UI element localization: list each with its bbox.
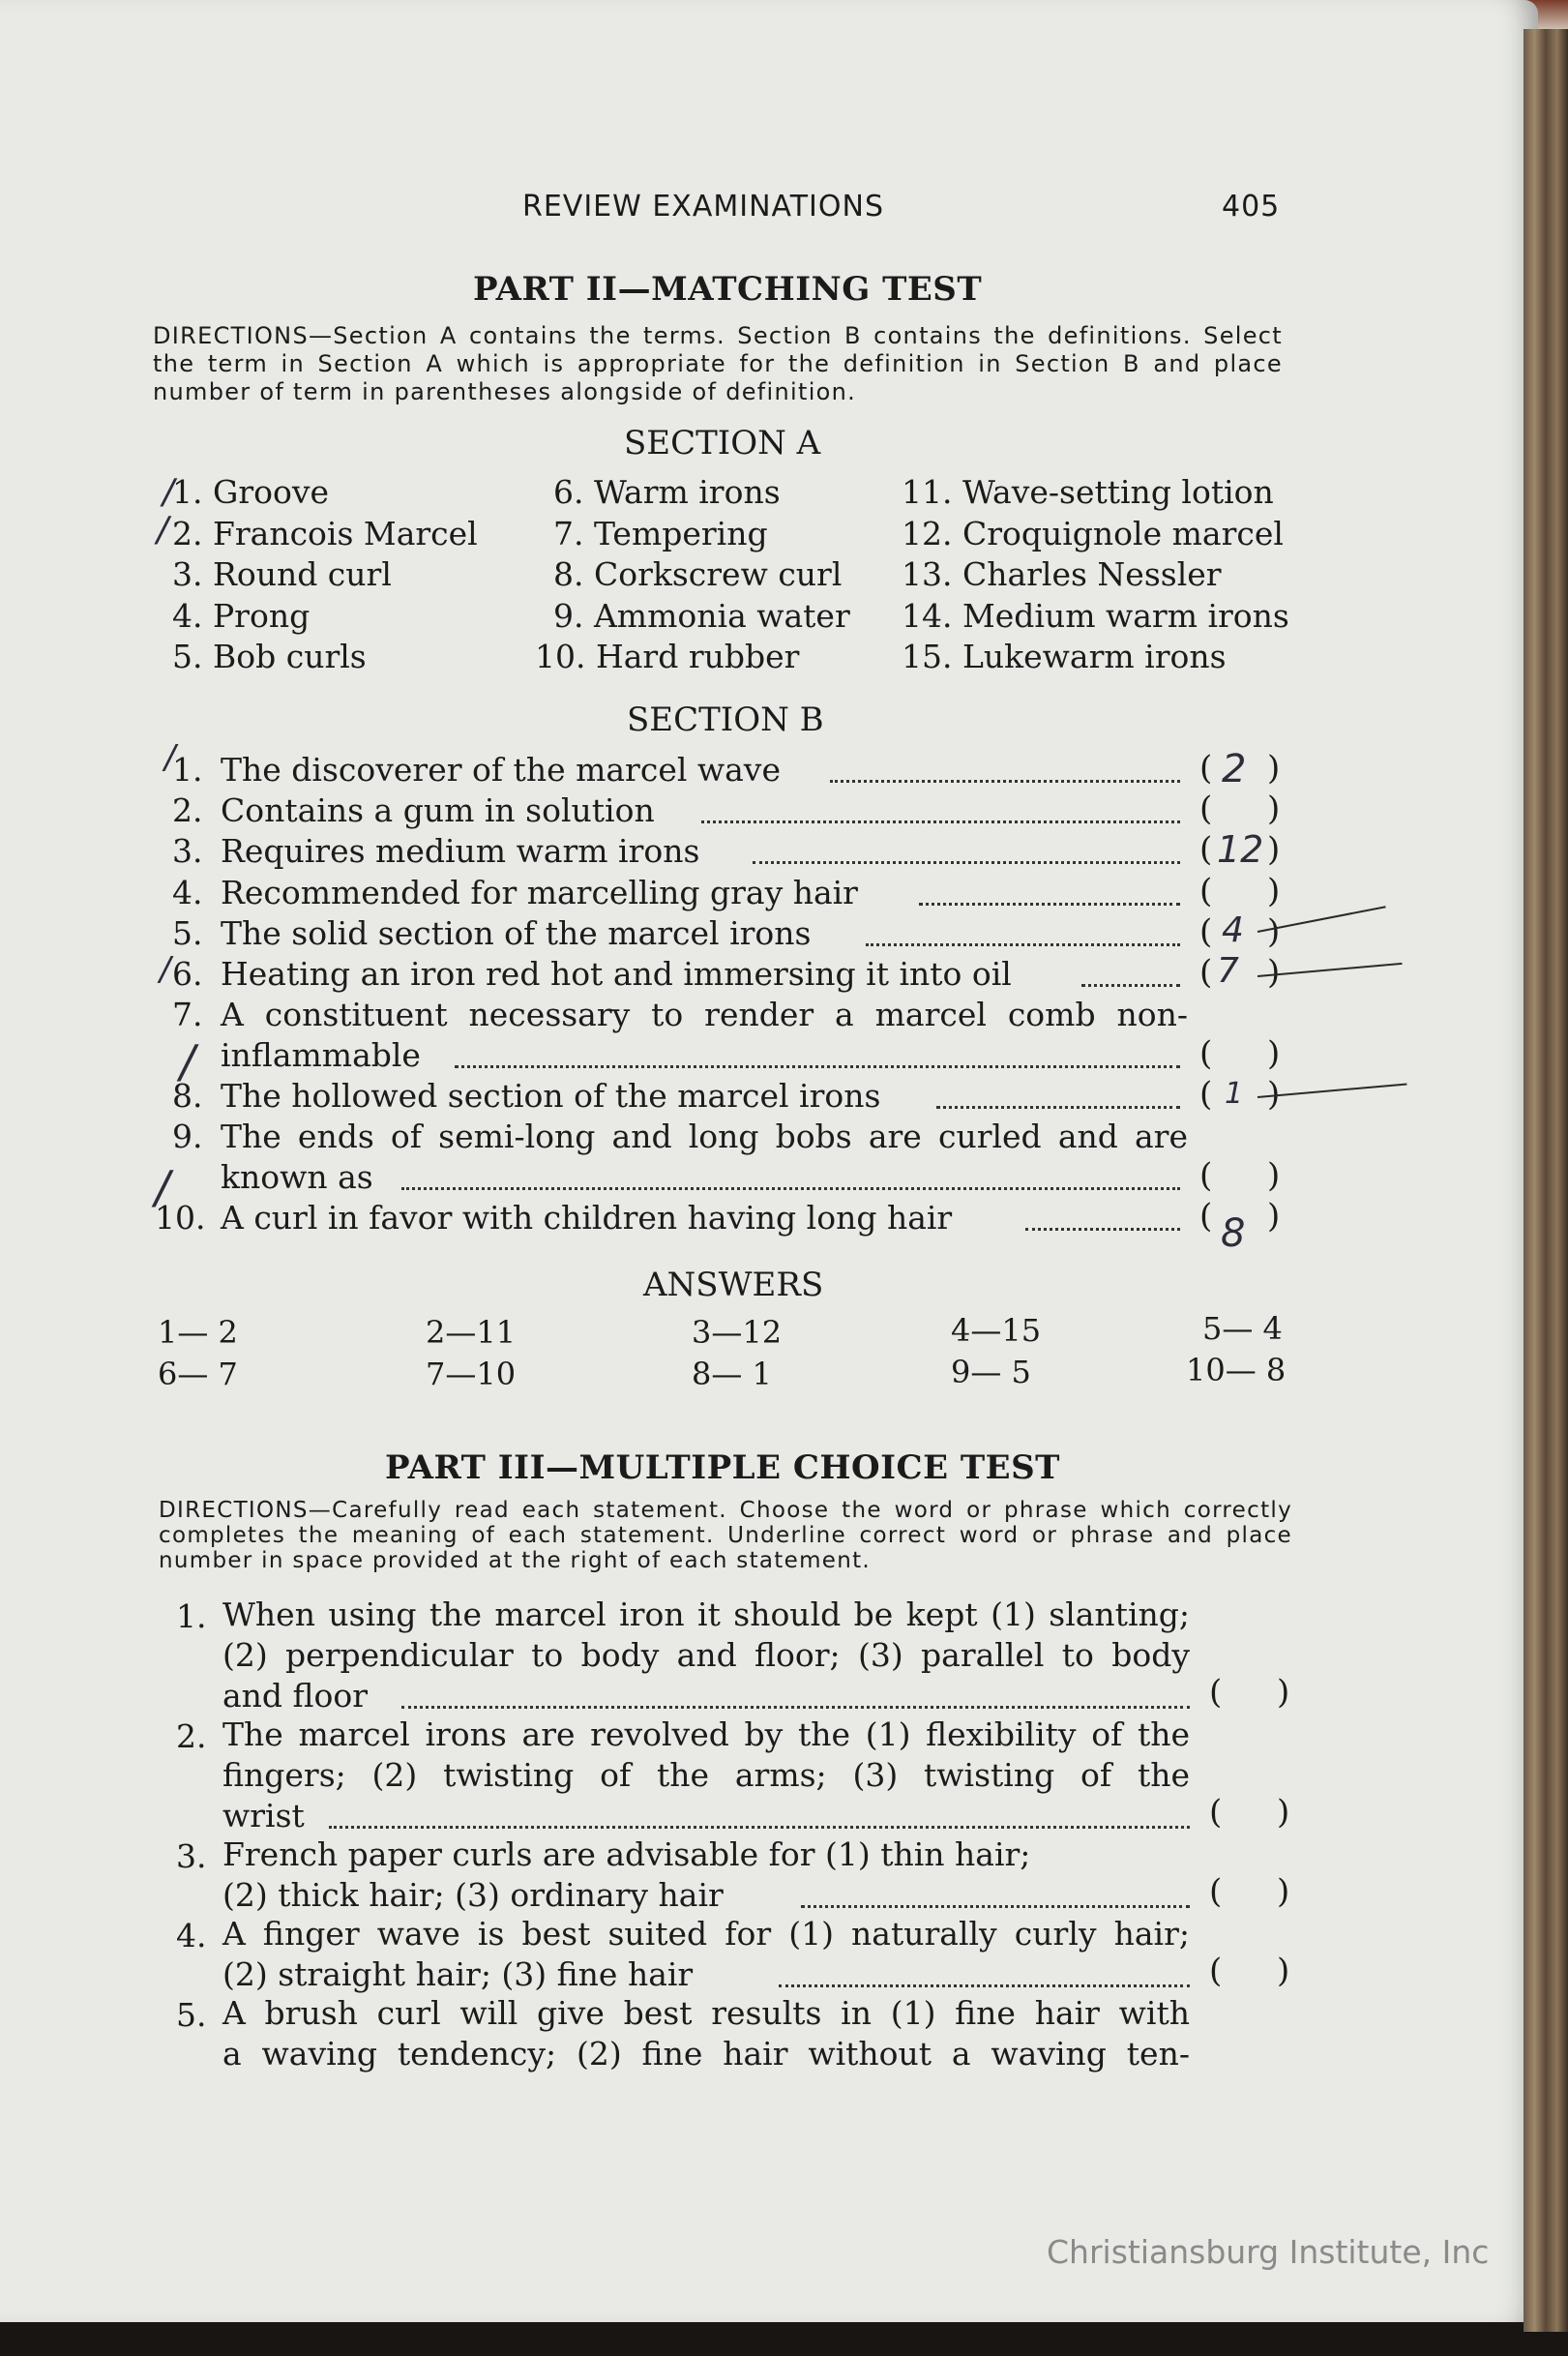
paren-open[interactable]: ( <box>1209 1793 1223 1832</box>
paren-open: ( <box>1199 912 1213 951</box>
term-2: 2. Francois Marcel <box>172 515 478 552</box>
question-number: 2. <box>176 1717 207 1755</box>
question-number: 1. <box>176 1597 207 1635</box>
question-line: (2) perpendicular to body and floor; (3) parallel to body <box>222 1636 1190 1674</box>
leader-dots <box>866 943 1180 946</box>
term-12: 12. Croquignole marcel <box>902 515 1284 552</box>
question-line: wrist <box>222 1797 305 1834</box>
definition-text: The discoverer of the marcel wave <box>221 751 781 789</box>
definition-text: The hollowed section of the marcel irons <box>221 1077 881 1115</box>
page-number: 405 <box>1222 190 1281 224</box>
paren-close: ) <box>1267 830 1281 869</box>
handwritten-answer: 4 <box>1222 910 1244 950</box>
paren-close: ) <box>1277 1952 1290 1990</box>
paren-open[interactable]: ( <box>1209 1673 1223 1712</box>
check-mark: / <box>160 950 171 989</box>
section-a-title: SECTION A <box>624 424 821 462</box>
definition-text: The ends of semi-long and long bobs are curled and are <box>221 1118 1188 1155</box>
check-mark: / <box>155 1161 170 1213</box>
term-8: 8. Corkscrew curl <box>553 555 843 593</box>
paren-close: ) <box>1267 953 1281 992</box>
paren-close: ) <box>1277 1793 1290 1832</box>
section-b-title: SECTION B <box>627 701 824 739</box>
handwritten-answer: 12 <box>1217 828 1264 871</box>
leader-dots <box>936 1106 1180 1109</box>
term-4: 4. Prong <box>172 597 311 635</box>
handwritten-answer: 7 <box>1217 951 1239 991</box>
paren-open: ( <box>1199 1156 1213 1195</box>
paren-open[interactable]: ( <box>1209 1952 1223 1990</box>
leader-dots <box>329 1826 1190 1829</box>
definition-number: 8. <box>172 1077 203 1115</box>
running-title: REVIEW EXAMINATIONS <box>522 190 884 224</box>
paren-close: ) <box>1267 1156 1281 1195</box>
leader-dots <box>1081 984 1180 987</box>
question-number: 5. <box>176 1996 207 2034</box>
paren-close: ) <box>1277 1872 1290 1911</box>
question-line: a waving tendency; (2) fine hair without a waving ten- <box>222 2035 1190 2073</box>
answer-5: 5— 4 <box>1202 1310 1283 1347</box>
definition-text: The solid section of the marcel irons <box>221 914 812 952</box>
leader-dots <box>919 903 1180 906</box>
definition-text: Requires medium warm irons <box>221 832 700 870</box>
paren-close: ) <box>1267 749 1281 788</box>
term-13: 13. Charles Nessler <box>902 555 1222 593</box>
definition-number: 1. <box>172 751 203 789</box>
leader-dots <box>753 861 1180 864</box>
question-line: fingers; (2) twisting of the arms; (3) twisting of the <box>222 1756 1190 1794</box>
handwritten-answer: 1 <box>1225 1077 1244 1111</box>
answer-9: 9— 5 <box>951 1354 1031 1390</box>
leader-dots <box>401 1706 1190 1709</box>
check-mark: / <box>157 510 169 550</box>
question-line: A finger wave is best suited for (1) naturally curly hair; <box>222 1915 1190 1953</box>
paren-open: ( <box>1199 749 1213 788</box>
paren-open: ( <box>1199 790 1213 828</box>
part2-directions: DIRECTIONS—Section A contains the terms. Section B contains the definitions. Select the term in Section A which is appropriate for the definition in Section B and place number of term in parentheses alongside of definition. <box>153 322 1283 405</box>
paren-open: ( <box>1199 830 1213 869</box>
definition-text: A curl in favor with children having long hair <box>221 1199 953 1237</box>
answers-title: ANSWERS <box>643 1266 824 1304</box>
question-line: A brush curl will give best results in (1) fine hair with <box>222 1994 1190 2032</box>
term-1: 1. Groove <box>172 473 330 511</box>
term-9: 9. Ammonia water <box>553 597 850 635</box>
paren-close: ) <box>1267 790 1281 828</box>
answer-10: 10— 8 <box>1186 1352 1287 1388</box>
answer-3: 3—12 <box>692 1314 783 1351</box>
question-number: 3. <box>176 1837 207 1875</box>
definition-number: 10. <box>155 1199 206 1237</box>
leader-dots <box>779 1984 1190 1987</box>
paren-close: ) <box>1267 1034 1281 1073</box>
question-line: When using the marcel iron it should be kept (1) slanting; <box>222 1596 1190 1633</box>
definition-number: 2. <box>172 791 203 829</box>
term-6: 6. Warm irons <box>553 473 781 511</box>
paren-open: ( <box>1199 1197 1213 1236</box>
part3-title: PART III—MULTIPLE CHOICE TEST <box>385 1448 1060 1487</box>
answer-7: 7—10 <box>426 1356 517 1392</box>
answer-1: 1— 2 <box>158 1314 238 1351</box>
definition-text: Contains a gum in solution <box>221 791 655 829</box>
definition-number: 3. <box>172 832 203 870</box>
definition-number: 7. <box>172 996 203 1033</box>
paren-close: ) <box>1267 912 1281 951</box>
question-number: 4. <box>176 1917 207 1954</box>
leader-dots <box>401 1187 1180 1190</box>
paren-close: ) <box>1277 1673 1290 1712</box>
part2-title: PART II—MATCHING TEST <box>473 270 983 309</box>
leader-dots <box>1025 1228 1180 1231</box>
definition-number: 5. <box>172 914 203 952</box>
leader-dots <box>455 1065 1180 1068</box>
part3-directions: DIRECTIONS—Carefully read each statement. Choose the word or phrase which correctly completes the meaning of each statement. Underline correct word or phrase and place number in space provided at the right of each statement. <box>159 1498 1292 1573</box>
definition-number: 9. <box>172 1118 203 1155</box>
definition-text-continued: known as <box>221 1158 373 1196</box>
paren-close: ) <box>1267 1197 1281 1236</box>
term-10: 10. Hard rubber <box>535 638 800 675</box>
definition-number: 6. <box>172 955 203 993</box>
term-15: 15. Lukewarm irons <box>902 638 1227 675</box>
answer-4: 4—15 <box>951 1312 1042 1349</box>
definition-text: Recommended for marcelling gray hair <box>221 874 858 911</box>
definition-text: A constituent necessary to render a marcel comb non- <box>221 996 1188 1033</box>
paren-open[interactable]: ( <box>1209 1872 1223 1911</box>
check-mark: / <box>163 472 175 512</box>
answer-6: 6— 7 <box>158 1356 238 1392</box>
check-mark: / <box>180 1035 195 1088</box>
question-line: French paper curls are advisable for (1) thin hair; <box>222 1835 1031 1873</box>
paren-close: ) <box>1267 872 1281 910</box>
book-spine-edge <box>1524 29 1568 2332</box>
check-mark: / <box>164 738 176 777</box>
leader-dots <box>701 820 1180 823</box>
handwritten-answer: 2 <box>1222 747 1247 791</box>
question-line: (2) straight hair; (3) fine hair <box>222 1955 694 1993</box>
term-11: 11. Wave-setting lotion <box>902 473 1274 511</box>
leader-dots <box>830 780 1180 783</box>
definition-text-continued: inflammable <box>221 1036 421 1074</box>
answer-8: 8— 1 <box>692 1356 772 1392</box>
watermark: Christiansburg Institute, Inc <box>1047 2233 1490 2271</box>
term-14: 14. Medium warm irons <box>902 597 1289 635</box>
leader-dots <box>801 1905 1190 1908</box>
term-7: 7. Tempering <box>553 515 768 552</box>
term-3: 3. Round curl <box>172 555 392 593</box>
question-line: (2) thick hair; (3) ordinary hair <box>222 1876 724 1914</box>
paren-open: ( <box>1199 872 1213 910</box>
term-5: 5. Bob curls <box>172 638 367 675</box>
question-line: The marcel irons are revolved by the (1) flexibility of the <box>222 1715 1190 1753</box>
question-line: and floor <box>222 1677 369 1715</box>
paren-open: ( <box>1199 1034 1213 1073</box>
definition-text: Heating an iron red hot and immersing it into oil <box>221 955 1012 993</box>
definition-number: 4. <box>172 874 203 911</box>
handwritten-answer: 8 <box>1221 1211 1246 1256</box>
paren-open: ( <box>1199 1075 1213 1114</box>
paren-open: ( <box>1199 953 1213 992</box>
answer-2: 2—11 <box>426 1314 517 1351</box>
